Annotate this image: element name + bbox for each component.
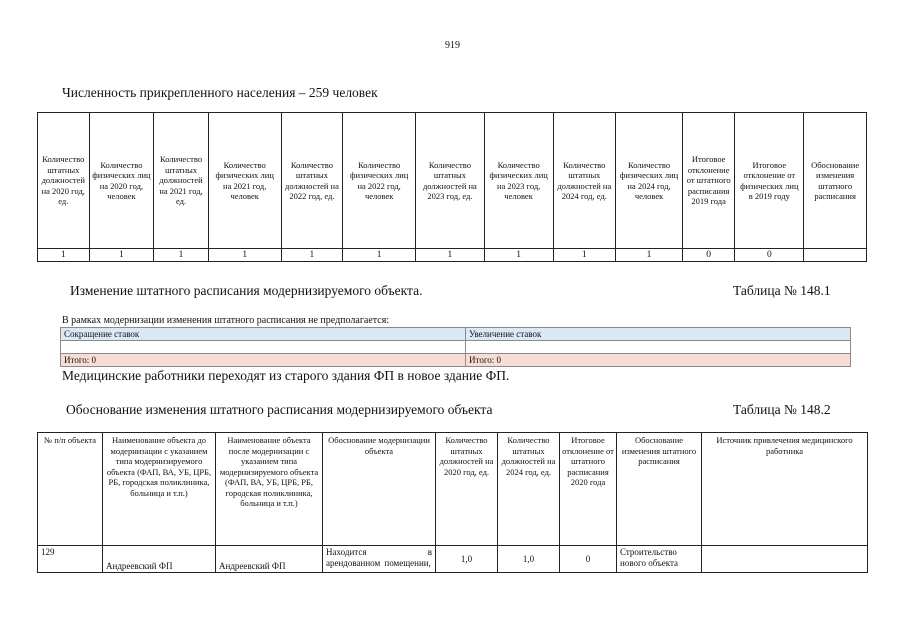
- increase-total: Итого: 0: [466, 354, 851, 367]
- population-line: Численность прикрепленного населения – 259 человек: [62, 85, 378, 100]
- table-row: [38, 546, 868, 573]
- justification-header: Обоснование изменения штатного расписания: [617, 433, 702, 546]
- schedule-change-empty-row: [61, 341, 851, 354]
- staff-header: Итоговое отклонение от штатного расписания 2019 года: [682, 113, 735, 249]
- increase-label: Увеличение ставок: [466, 328, 851, 341]
- staff-value: 1: [343, 249, 416, 262]
- staff-header: Количество физических лиц на 2020 год, человек: [89, 113, 154, 249]
- staff-value: 1: [616, 249, 683, 262]
- staff-value: 1: [416, 249, 485, 262]
- justification-header: Количество штатных должностей на 2024 год, ед.: [498, 433, 560, 546]
- staff-value: 1: [154, 249, 209, 262]
- object-name-before: Андреевский ФП: [103, 546, 216, 573]
- increase-cell: [466, 341, 851, 354]
- staff-value: 1: [553, 249, 616, 262]
- staff-2024: 1,0: [498, 546, 560, 573]
- justification-header-row: [38, 433, 868, 546]
- staff-table-header-row: [38, 113, 867, 249]
- deviation: 0: [560, 546, 617, 573]
- staff-value: 1: [208, 249, 281, 262]
- staff-header: Количество штатных должностей на 2021 год, ед.: [154, 113, 209, 249]
- schedule-change-table: [60, 327, 851, 367]
- staff-table: [37, 112, 867, 262]
- schedule-change-header-row: [61, 328, 851, 341]
- staff-value: 1: [484, 249, 553, 262]
- justification-table-number: Таблица № 148.2: [733, 402, 831, 417]
- staff-value: 1: [281, 249, 343, 262]
- staff-header: Количество физических лиц на 2023 год, человек: [484, 113, 553, 249]
- staff-2020: 1,0: [436, 546, 498, 573]
- justification-table: [37, 432, 868, 573]
- staff-table-values-row: [38, 249, 867, 262]
- page-number: 919: [445, 40, 460, 51]
- justification-header: № п/п объекта: [38, 433, 103, 546]
- reduction-cell: [61, 341, 466, 354]
- staff-value: 0: [682, 249, 735, 262]
- staff-value: 1: [89, 249, 154, 262]
- reduction-label: Сокращение ставок: [61, 328, 466, 341]
- worker-source: [702, 546, 868, 573]
- reduction-total: Итого: 0: [61, 354, 466, 367]
- staff-header: Количество физических лиц на 2022 год, человек: [343, 113, 416, 249]
- change-reason: Строительство нового объекта: [617, 546, 702, 573]
- object-name-after: Андреевский ФП: [216, 546, 323, 573]
- justification-header: Источник привлечения медицинского работника: [702, 433, 868, 546]
- staff-header: Количество штатных должностей на 2022 год, ед.: [281, 113, 343, 249]
- staff-header: Количество штатных должностей на 2020 год, ед.: [38, 113, 90, 249]
- staff-header: Количество физических лиц на 2021 год, человек: [208, 113, 281, 249]
- staff-value: 0: [735, 249, 804, 262]
- modernization-note: В рамках модернизации изменения штатного расписания не предполагается:: [62, 315, 390, 326]
- justification-header: Наименование объекта после модернизации с указанием типа модернизируемого объекта (ФАП, ВА, УБ, ЦРБ, РБ, городская поликлиника, больница и т.п.): [216, 433, 323, 546]
- schedule-change-title: Изменение штатного расписания модернизируемого объекта.: [70, 283, 423, 298]
- move-note: Медицинские работники переходят из старого здания ФП в новое здание ФП.: [62, 368, 510, 383]
- schedule-change-table-number: Таблица № 148.1: [733, 283, 831, 298]
- justification-header: Итоговое отклонение от штатного расписания 2020 года: [560, 433, 617, 546]
- staff-header: Итоговое отклонение от физических лиц в 2019 году: [735, 113, 804, 249]
- staff-value: 1: [38, 249, 90, 262]
- staff-header: Обоснование изменения штатного расписания: [804, 113, 867, 249]
- justification-header: Наименование объекта до модернизации с указанием типа модернизируемого объекта (ФАП, ВА, УБ, ЦРБ, РБ, городская поликлиника, больница и т.п.): [103, 433, 216, 546]
- staff-value: [804, 249, 867, 262]
- staff-header: Количество штатных должностей на 2023 год, ед.: [416, 113, 485, 249]
- justification-header: Обоснование модернизации объекта: [323, 433, 436, 546]
- modernization-reason: Находится в арендованном помещении,: [323, 546, 436, 573]
- justification-header: Количество штатных должностей на 2020 год, ед.: [436, 433, 498, 546]
- schedule-change-total-row: [61, 354, 851, 367]
- staff-header: Количество физических лиц на 2024 год, человек: [616, 113, 683, 249]
- staff-header: Количество штатных должностей на 2024 год, ед.: [553, 113, 616, 249]
- justification-title: Обоснование изменения штатного расписания модернизируемого объекта: [66, 402, 493, 417]
- object-number: 129: [38, 546, 103, 573]
